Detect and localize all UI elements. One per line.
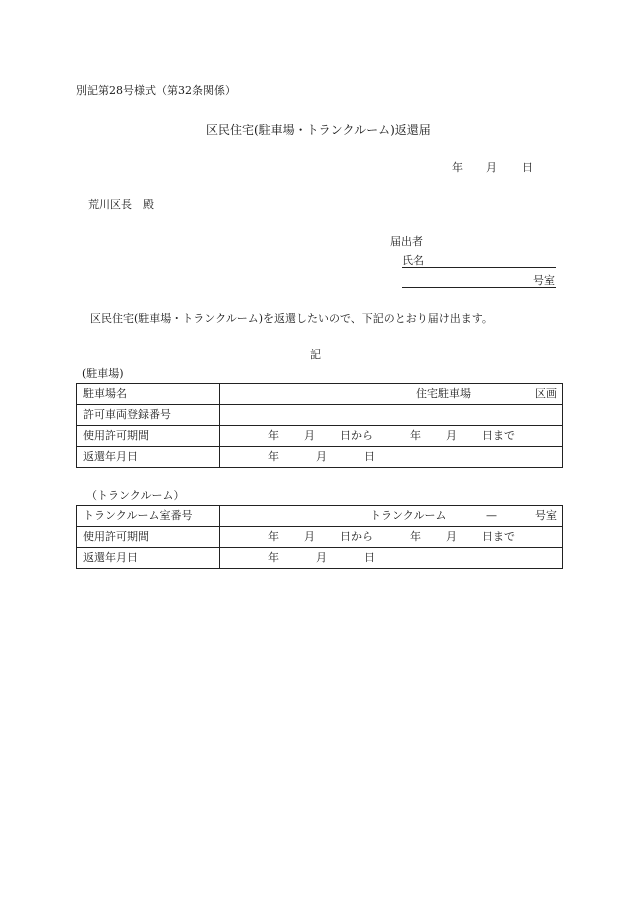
period-year-to: 年 [410,530,421,543]
period-month-from: 月 [304,429,315,442]
table-row [77,548,563,569]
return-year: 年 [268,551,279,564]
ki-heading: 記 [310,348,321,361]
housing-parking-text: 住宅駐車場 [416,387,471,400]
parking-period-label: 使用許可期間 [77,426,220,447]
date-year: 年 [452,161,463,174]
date-month: 月 [486,161,497,174]
period-month-to: 月 [446,429,457,442]
return-month: 月 [316,450,327,463]
table-row [77,527,563,548]
period-day-to: 日まで [482,429,515,442]
section-text: 区画 [535,387,557,400]
name-label: 氏名 [402,254,424,267]
return-day: 日 [364,551,375,564]
trunk-period-label: 使用許可期間 [77,527,220,548]
parking-table [76,383,563,468]
addressee: 荒川区長 殿 [88,198,154,211]
document-title: 区民住宅(駐車場・トランクルーム)返還届 [206,123,431,137]
trunk-return-label: 返還年月日 [77,548,220,569]
form-number: 別記第28号様式（第32条関係） [76,84,236,97]
trunk-room-label: トランクルーム室番号 [77,506,220,527]
dash-text: — [486,509,497,522]
table-row [77,426,563,447]
room-underline [402,287,556,288]
statement: 区民住宅(駐車場・トランクルーム)を返還したいので、下記のとおり届け出ます。 [90,312,493,325]
period-day-to: 日まで [482,530,515,543]
period-year-to: 年 [410,429,421,442]
trunk-room-value [220,506,563,527]
parking-heading: (駐車場) [82,367,124,380]
return-month: 月 [316,551,327,564]
parking-return-value [220,447,563,468]
date-day: 日 [522,161,533,174]
table-row [77,405,563,426]
applicant-heading: 届出者 [390,235,423,248]
table-row [77,506,563,527]
name-underline [402,267,556,268]
trunk-heading: （トランクルーム） [86,489,185,502]
parking-name-label: 駐車場名 [77,384,220,405]
room-label: 号室 [533,274,555,287]
return-year: 年 [268,450,279,463]
vehicle-number-value [220,405,563,426]
trunk-period-value [220,527,563,548]
period-month-from: 月 [304,530,315,543]
room-number-text: 号室 [535,509,557,522]
return-day: 日 [364,450,375,463]
period-day-from: 日から [340,530,373,543]
table-row [77,384,563,405]
parking-name-value [220,384,563,405]
period-month-to: 月 [446,530,457,543]
trunk-return-value [220,548,563,569]
parking-return-label: 返還年月日 [77,447,220,468]
table-row [77,447,563,468]
parking-period-value [220,426,563,447]
period-year-from: 年 [268,429,279,442]
period-year-from: 年 [268,530,279,543]
period-day-from: 日から [340,429,373,442]
vehicle-number-label: 許可車両登録番号 [77,405,220,426]
trunk-room-text: トランクルーム [370,509,447,522]
trunk-table [76,505,563,569]
